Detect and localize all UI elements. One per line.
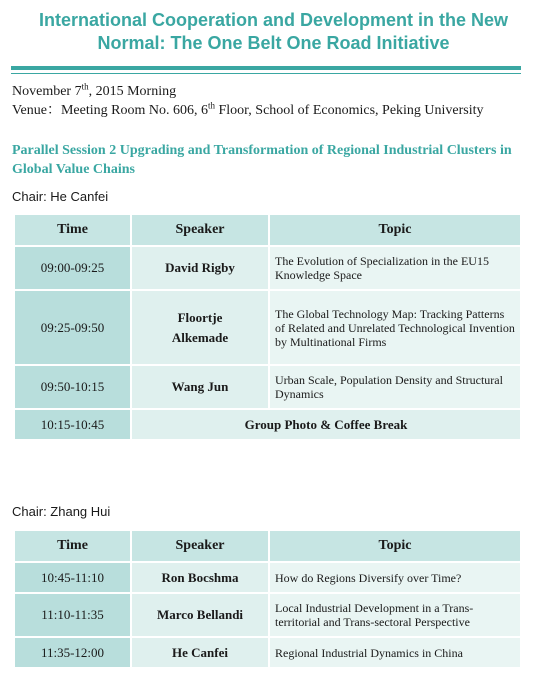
time-cell: 09:00-09:25 [14, 246, 131, 290]
speaker-line-1: Floortje [177, 309, 223, 325]
venue-suffix: Floor, School of Economics, Peking University [215, 103, 484, 118]
time-cell: 11:10-11:35 [14, 593, 131, 637]
venue-prefix: Venue：Meeting Room No. 606, 6 [12, 103, 208, 118]
title-line-2: Normal: The One Belt One Road Initiative [97, 33, 450, 53]
header-time: Time [14, 214, 131, 246]
title-line-1: International Cooperation and Development in the New [38, 10, 509, 30]
session-title: Parallel Session 2 Upgrading and Transformation of Regional Industrial Clusters in Global Value Chains [12, 143, 512, 177]
table-row [14, 290, 521, 365]
topic-cell: Local Industrial Development in a Trans-territorial and Trans-sectoral Perspective [269, 593, 521, 637]
schedule-table-1 [13, 213, 522, 441]
chair-block-2: Chair: Zhang Hui [12, 504, 111, 519]
speaker-line-2: Alkemade [171, 329, 229, 345]
date-suffix: , 2015 Morning [88, 84, 177, 99]
speaker-cell: Wang Jun [131, 365, 269, 409]
date-line [12, 83, 176, 101]
time-cell: 10:15-10:45 [14, 409, 131, 440]
title-rule-thick [11, 66, 521, 70]
chair-block-1: Chair: He Canfei [12, 189, 109, 204]
speaker-cell: Marco Bellandi [131, 593, 269, 637]
date-sup: th [81, 81, 89, 92]
topic-cell: The Global Technology Map: Tracking Patterns of Related and Unrelated Technological Invention by Multinational Firms [269, 290, 521, 365]
break-label: Group Photo & Coffee Break [131, 409, 521, 440]
table-row [14, 562, 521, 593]
speaker-cell [131, 290, 269, 365]
venue-sup: th [207, 100, 215, 111]
time-cell: 10:45-11:10 [14, 562, 131, 593]
header-topic: Topic [269, 214, 521, 246]
table-row [14, 246, 521, 290]
time-cell: 09:50-10:15 [14, 365, 131, 409]
table-header-row [14, 214, 521, 246]
header-time: Time [14, 530, 131, 562]
topic-cell: Regional Industrial Dynamics in China [269, 637, 521, 668]
speaker-cell: He Canfei [131, 637, 269, 668]
header-speaker: Speaker [131, 214, 269, 246]
table-row [14, 637, 521, 668]
header-speaker: Speaker [131, 530, 269, 562]
time-cell: 09:25-09:50 [14, 290, 131, 365]
table-row [14, 365, 521, 409]
topic-cell: Urban Scale, Population Density and Structural Dynamics [269, 365, 521, 409]
speaker-cell: Ron Bocshma [131, 562, 269, 593]
title-rule-thin [11, 73, 521, 74]
topic-cell: How do Regions Diversify over Time? [269, 562, 521, 593]
table-row [14, 593, 521, 637]
venue-line [12, 102, 484, 120]
schedule-table-2 [13, 529, 522, 669]
document-title [0, 9, 547, 55]
table-header-row [14, 530, 521, 562]
speaker-cell: David Rigby [131, 246, 269, 290]
break-row [14, 409, 521, 440]
date-prefix: November 7 [12, 84, 82, 99]
header-topic: Topic [269, 530, 521, 562]
time-cell: 11:35-12:00 [14, 637, 131, 668]
topic-cell: The Evolution of Specialization in the EU15 Knowledge Space [269, 246, 521, 290]
